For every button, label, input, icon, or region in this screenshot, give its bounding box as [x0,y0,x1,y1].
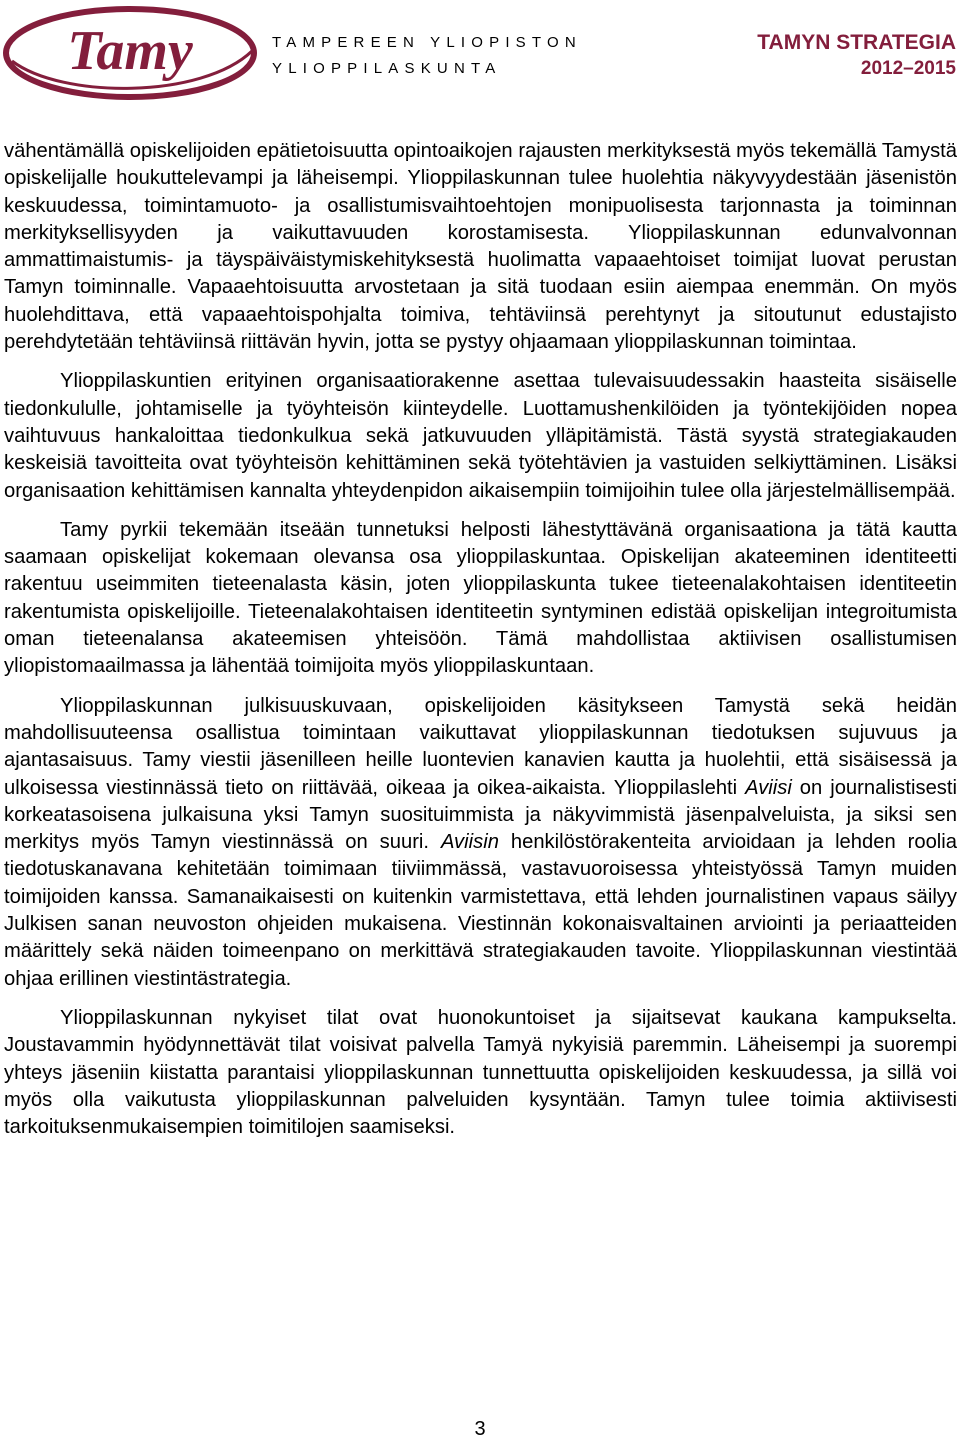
university-line-2: YLIOPPILASKUNTA [272,60,502,77]
paragraph [4,138,957,356]
strategy-years: 2012–2015 [860,58,956,79]
university-line-1: TAMPEREEN YLIOPISTON [272,34,582,51]
paragraph [4,693,957,993]
strategy-heading [757,30,956,82]
text-run: Ylioppilaskunnan julkisuuskuvaan, opiskelijoiden käsitykseen Tamystä sekä heidän mahdollisuuteensa osallistua toimintaan vaikuttavat ylioppilaskunnan tiedotuksen sujuvuus ja ajantasaisuus. Tamy viestii jäsenilleen heille luontevien kanavien kautta ja huolehtii, että sisäisessä ja ulkoisessa viestinnässä tieto on riittävää, oikeaa ja oikea-aikaista. Ylioppilaslehti [4,694,957,799]
text-run: Tamy pyrkii tekemään itseään tunnetuksi helposti lähestyttävänä organisaationa ja tätä kautta saamaan opiskelijat kokemaan olevansa osa ylioppilaskuntaa. Opiskelijan akateeminen identiteetti rakentuu useimmiten tieteenalasta käsin, joten ylioppilaskunta tukee tieteenalakohtaisen identiteetin rakentumista opiskelijoille. Tieteenalakohtaisen identiteetin syntyminen edistää opiskelijan integroitumista oman tieteenalansa akateemisen yhteisöön. Tämä mahdollistaa aktiivisen osallistumisen yliopistomaailmassa ja lähentää toimijoita myös ylioppilaskuntaan. [4,518,957,678]
text-run: on journalistisesti korkeatasoisena julkaisuna yksi Tamyn suosituimmista ja näkyvimmistä jäsenpalveluista, ja siksi sen merkitys myös Tamyn viestinnässä on suuri. [4,776,957,854]
text-run: vähentämällä opiskelijoiden epätietoisuutta opintoaikojen rajausten merkityksestä myös tekemällä Tamystä opiskelijalle houkuttelevampi ja läheisempi. Ylioppilaskunnan tulee huolehtia näkyvyydestään jäsenistön keskuudessa, toimintamuoto- ja osallistumisvaihtoehtojen monipuolisesta tarjonnasta ja toiminnan merkityksellisyyden ja vaikuttavuuden korostamisesta. Ylioppilaskunnan edunvalvonnan ammattimaistumis- ja täyspäiväistymiskehityksestä huolimatta vapaaehtoiset toimijat luovat perustan Tamyn toiminnalle. Vapaaehtoisuutta arvostetaan ja sitä tuodaan esiin aiempaa enemmän. On myös huolehdittava, että vapaaehtoispohjalta toimiva, tehtäviinsä perehtynyt ja sitoutunut edustajisto perehdytetään tehtäviinsä riittävän hyvin, jotta se pystyy ohjaamaan ylioppilaskunnan toimintaa. [4,140,957,354]
logo-wordmark: Tamy [67,20,193,82]
italic-text: Aviisin [440,831,499,854]
italic-text: Aviisi [745,776,792,799]
paragraph [4,517,957,681]
page-header [0,0,960,112]
document-body [4,138,957,1153]
page-number: 3 [474,1418,486,1440]
strategy-title: TAMYN STRATEGIA [757,31,956,54]
tamy-logo [2,3,260,103]
text-run: Ylioppilaskunnan nykyiset tilat ovat huonokuntoiset ja sijaitsevat kaukana kampukselta. Joustavammin hyödynnettävät tilat voisivat palvella Tamyä nykyisiä paremmin. Läheisempi ja suorempi yhteys jäseniin kiistatta parantaisi ylioppilaskunnan tunnettuutta opiskelijoiden keskuudessa, ja sillä voi myös olla vaikutusta ylioppilaskunnan palveluiden kysyntään. Tamyn tulee toimia aktiivisesti tarkoituksenmukaisempien toimitilojen saamiseksi. [4,1006,957,1139]
university-name [272,30,582,82]
paragraph [4,1005,957,1141]
paragraph [4,368,957,504]
text-run: henkilöstörakenteita arvioidaan ja lehden roolia tiedotuskanavana kehitetään toimimaan tiiviimmässä, vastavuoroisessa yhteistyössä Tamyn muiden toimijoiden kanssa. Samanaikaisesti on kuitenkin varmistettava, että lehden journalistinen vapaus säilyy Julkisen sanan neuvoston ohjeiden mukaisena. Viestinnän kokonaisvaltainen arviointi ja periaatteiden määrittely sekä näiden toimeenpano on merkittävä strategiakauden tavoite. Ylioppilaskunnan viestintää ohjaa erillinen viestintästrategia. [4,831,957,990]
text-run: Ylioppilaskuntien erityinen organisaatiorakenne asettaa tulevaisuudessakin haasteita sisäiselle tiedonkululle, johtamiselle ja työyhteisön kiinteydelle. Luottamushenkilöiden ja työntekijöiden nopea vaihtuvuus hankaloittaa tiedonkulkua sekä jatkuvuuden ylläpitämistä. Tästä syystä strategiakauden keskeisiä tavoitteita ovat työyhteisön kehittäminen sekä työtehtävien ja vastuiden selkiyttäminen. Lisäksi organisaation kehittämisen kannalta yhteydenpidon aikaisempiin toimijoihin tulee olla järjestelmällisempää. [4,370,957,502]
